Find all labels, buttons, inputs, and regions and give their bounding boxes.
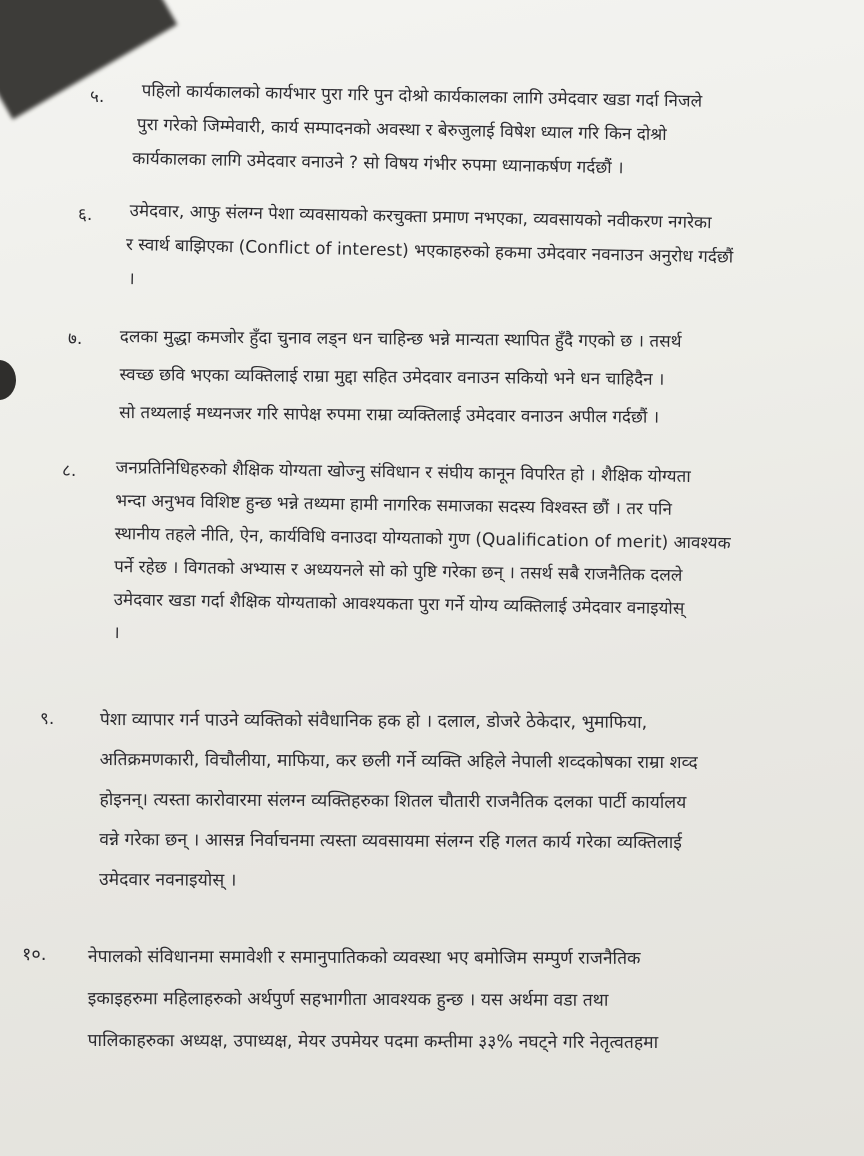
paragraph-line: पालिकाहरुका अध्यक्ष, उपाध्यक्ष, मेयर उपमेयर पदमा कम्तीमा ३३% नघट्ने गरि नेतृत्वतहमा (87, 1030, 659, 1053)
paragraph-7 (119, 318, 682, 437)
paragraph-line: स्वच्छ छवि भएका व्यक्तिलाई राम्रा मुद्दा सहित उमेदवार वनाउन सकियो भने धन चाहिदैन । (119, 364, 665, 390)
paragraph-line: । (128, 268, 135, 290)
paragraph-line: पर्ने रहेछ । विगतको अभ्यास र अध्ययनले सो को पुष्टि गरेका छन् । तसर्थ सबै राजनैतिक दलले (114, 556, 683, 586)
paragraph-number: ८. (62, 461, 77, 481)
paragraph-line: उमेदवार, आफु संलग्न पेशा व्यवसायको करचुक्ता प्रमाण नभएका, व्यवसायको नवीकरण नगरेका (129, 200, 712, 234)
paragraph-line: भन्दा अनुभव विशिष्ट हुन्छ भन्ने तथ्यमा हामी नागरिक समाजका सदस्य विश्वस्त छौं । तर पनि (115, 490, 672, 520)
paragraph-line: पेशा व्यापार गर्न पाउने व्यक्तिको संवैधानिक हक हो । दलाल, डोजरे ठेकेदार, भुमाफिया, (99, 709, 648, 733)
paragraph-number: ९. (40, 709, 55, 729)
paragraph-line: होइनन्। त्यस्ता कारोवारमा संलग्न व्यक्तिहरुका शितल चौतारी राजनैतिक दलका पार्टी कार्यालय (99, 789, 687, 814)
paragraph-8 (113, 452, 732, 660)
paragraph-line: । (112, 622, 120, 644)
paragraph-line: सो तथ्यलाई मध्यनजर गरि सापेक्ष रुपमा राम्रा व्यक्तिलाई उमेदवार वनाउन अपील गर्दछौं । (119, 402, 660, 428)
paragraph-line: पुरा गरेको जिम्मेवारी, कार्य सम्पादनको अवस्था र बेरुजुलाई विषेश ध्याल गरि किन दोश्रो (136, 114, 667, 146)
paragraph-line: नेपालको संविधानमा समावेशी र समानुपातिकको व्यवस्था भए बमोजिम सम्पुर्ण राजनैतिक (87, 946, 641, 969)
paragraph-line: उमेदवार खडा गर्दा शैक्षिक योग्यताको आवश्यकता पुरा गर्ने योग्य व्यक्तिलाई उमेदवार वनाइयोस् (113, 589, 685, 619)
paragraph-6 (125, 194, 734, 309)
paragraph-9 (99, 700, 698, 903)
paragraph-line: इकाइहरुमा महिलाहरुको अर्थपुर्ण सहभागीता आवश्यक हुन्छ । यस अर्थमा वडा तथा (87, 988, 609, 1011)
paragraph-number: ५. (90, 87, 105, 107)
paragraph-line: जनप्रतिनिधिहरुको शैक्षिक योग्यता खोज्नु संविधान र संघीय कानून विपरित हो । शैक्षिक योग्यता (115, 457, 691, 488)
paragraph-line: स्थानीय तहले नीति, ऐन, कार्यविधि वनाउदा योग्यताको गुण (Qualification of merit) आवश्यक (114, 523, 731, 554)
paragraph-line: पहिलो कार्यकालको कार्यभार पुरा गरि पुन दोश्रो कार्यकालका लागि उमेदवार खडा गर्दा निजले (141, 80, 703, 112)
paragraph-line: दलका मुद्धा कमजोर हुँदा चुनाव लड्न धन चाहिन्छ भन्ने मान्यता स्थापित हुँदै गएको छ । तसर्थ (119, 326, 682, 352)
paragraph-line: उमेदवार नवनाइयोस् । (99, 869, 237, 891)
paragraph-number: ७. (68, 329, 83, 349)
paragraph-5 (132, 74, 703, 187)
paragraph-line: र स्वार्थ बाझिएका (Conflict of interest) भएकाहरुको हकमा उमेदवार नवनाउन अनुरोध गर्दछौं (125, 234, 734, 268)
paragraph-number: ६. (78, 205, 93, 225)
paragraph-10 (88, 936, 659, 1064)
paragraph-number: १०. (22, 944, 47, 965)
paragraph-line: अतिक्रमणकारी, विचौलीया, माफिया, कर छली गर्ने व्यक्ति अहिले नेपाली शव्दकोषका राम्रा शव्द (99, 749, 698, 774)
paragraph-line: वन्ने गरेका छन् । आसन्न निर्वाचनमा त्यस्ता व्यवसायमा संलग्न रहि गलत कार्य गरेका व्यक्तिलाई (99, 829, 682, 854)
paragraph-line: कार्यकालका लागि उमेदवार वनाउने ? सो विषय गंभीर रुपमा ध्यानाकर्षण गर्दछौं । (132, 148, 624, 179)
